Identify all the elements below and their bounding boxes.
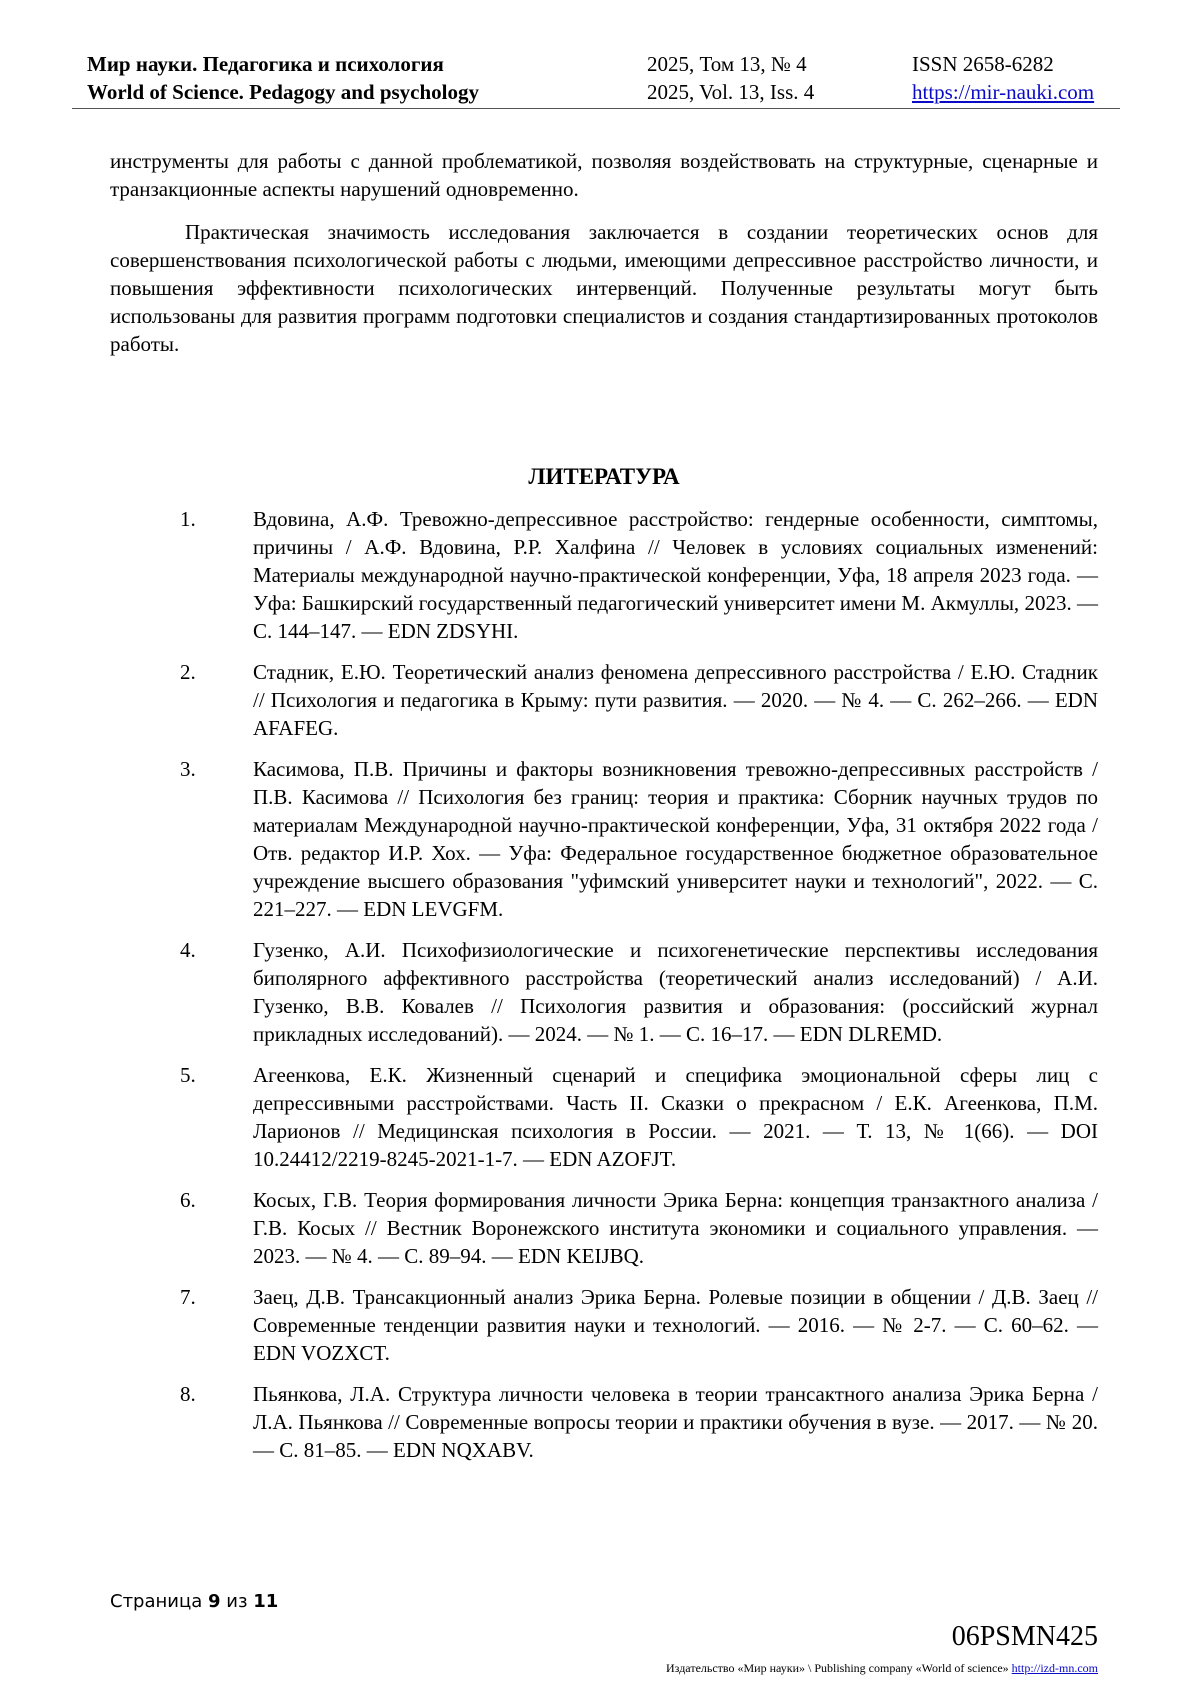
reference-text: Пьянкова, Л.А. Структура личности человека в теории трансактного анализа Эрика Берна / Л.А. Пьянкова // Современные вопросы теории и практики обучения в вузе. — 2017. — № 20. — С. 81–85. — EDN NQXABV. [253,1382,1098,1462]
page-total: 11 [253,1591,279,1612]
header-row-en [72,78,1120,106]
reference-text: Стадник, Е.Ю. Теоретический анализ феномена депрессивного расстройства / Е.Ю. Стадник // Психология и педагогика в Крыму: пути развития. — 2020. — № 4. — С. 262–266. — EDN AFAFEG. [253,660,1098,740]
reference-item [110,658,1098,742]
page-header [72,50,1120,106]
journal-url-link[interactable]: https://mir-nauki.com [912,80,1095,104]
references-list [110,505,1098,1477]
reference-text: Заец, Д.В. Трансакционный анализ Эрика Берна. Ролевые позиции в общении / Д.В. Заец // Современные тенденции развития науки и технологий. — 2016. — № 2-7. — С. 60–62. — EDN VOZXCT. [253,1285,1098,1365]
issue-en: 2025, Vol. 13, Iss. 4 [647,80,815,104]
reference-item [110,505,1098,645]
reference-item [110,1380,1098,1464]
page-of: из [226,1591,248,1612]
publisher-text: Издательство «Мир науки» \ Publishing company «World of science» [666,1661,1009,1675]
publisher-link[interactable]: http://izd-mn.com [1011,1661,1098,1675]
reference-text: Касимова, П.В. Причины и факторы возникновения тревожно-депрессивных расстройств / П.В. Касимова // Психология без границ: теория и практика: Сборник научных трудов по материалам Международной научно-практической конференции, Уфа, 31 октября 2022 года / Отв. редактор И.Р. Хох. — Уфа: Федеральное государственное бюджетное образовательное учреждение высшего образования "уфимский университет науки и технологий", 2022. — С. 221–227. — EDN LEVGFM. [253,757,1098,921]
reference-text: Вдовина, А.Ф. Тревожно-депрессивное расстройство: гендерные особенности, симптомы, причины / А.Ф. Вдовина, Р.Р. Халфина // Человек в условиях социальных изменений: Материалы международной научно-практической конференции, Уфа, 18 апреля 2023 года. — Уфа: Башкирский государственный педагогический университет имени М. Акмуллы, 2023. — С. 144–147. — EDN ZDSYHI. [253,507,1098,643]
page-current: 9 [208,1591,221,1612]
body-paragraph-1: инструменты для работы с данной проблематикой, позволяя воздействовать на структурные, сценарные и транзакционные аспекты нарушений одновременно. [110,149,1098,201]
reference-text: Агеенкова, Е.К. Жизненный сценарий и специфика эмоциональной сферы лиц с депрессивными расстройствами. Часть II. Сказки о прекрасном / Е.К. Агеенкова, П.М. Ларионов // Медицинская психология в России. — 2021. — Т. 13, № 1(66). — DOI 10.24412/2219-8245-2021-1-7. — EDN AZOFJT. [253,1063,1098,1171]
references-title: ЛИТЕРАТУРА [528,464,680,489]
reference-text: Косых, Г.В. Теория формирования личности Эрика Берна: концепция транзактного анализа / Г.В. Косых // Вестник Воронежского института экономики и социального управления. — 2023. — № 4. — С. 89–94. — EDN KEIJBQ. [253,1188,1098,1268]
reference-number: 8. [180,1382,196,1406]
header-row-ru [72,50,1120,78]
reference-text: Гузенко, А.И. Психофизиологические и психогенетические перспективы исследования биполярного аффективного расстройства (теоретический анализ исследований) / А.И. Гузенко, В.В. Ковалев // Психология развития и образования: (российский журнал прикладных исследований). — 2024. — № 1. — С. 16–17. — EDN DLREMD. [253,938,1098,1046]
journal-title-ru: Мир науки. Педагогика и психология [87,52,444,76]
reference-number: 3. [180,757,196,781]
journal-title-en: World of Science. Pedagogy and psychology [87,80,480,104]
header-divider [72,108,1120,109]
body-paragraph-2: Практическая значимость исследования заключается в создании теоретических основ для совершенствования психологической работы с людьми, имеющими депрессивное расстройство личности, и повышения эффективности психологических интервенций. Полученные результаты могут быть использованы для развития программ подготовки специалистов и создания стандартизированных протоколов работы. [110,220,1098,356]
reference-item [110,936,1098,1048]
reference-item [110,1061,1098,1173]
reference-number: 7. [180,1285,196,1309]
article-code: 06PSMN425 [951,1621,1098,1652]
reference-number: 4. [180,938,196,962]
page-number [110,1590,278,1614]
reference-number: 6. [180,1188,196,1212]
issn: ISSN 2658-6282 [912,52,1054,76]
reference-item [110,1283,1098,1367]
reference-item [110,1186,1098,1270]
reference-number: 2. [180,660,196,684]
reference-number: 1. [180,507,196,531]
reference-item [110,755,1098,923]
page-label: Страница [110,1591,203,1612]
issue-ru: 2025, Том 13, № 4 [647,52,807,76]
publisher-line [666,1660,1098,1676]
reference-number: 5. [180,1063,196,1087]
